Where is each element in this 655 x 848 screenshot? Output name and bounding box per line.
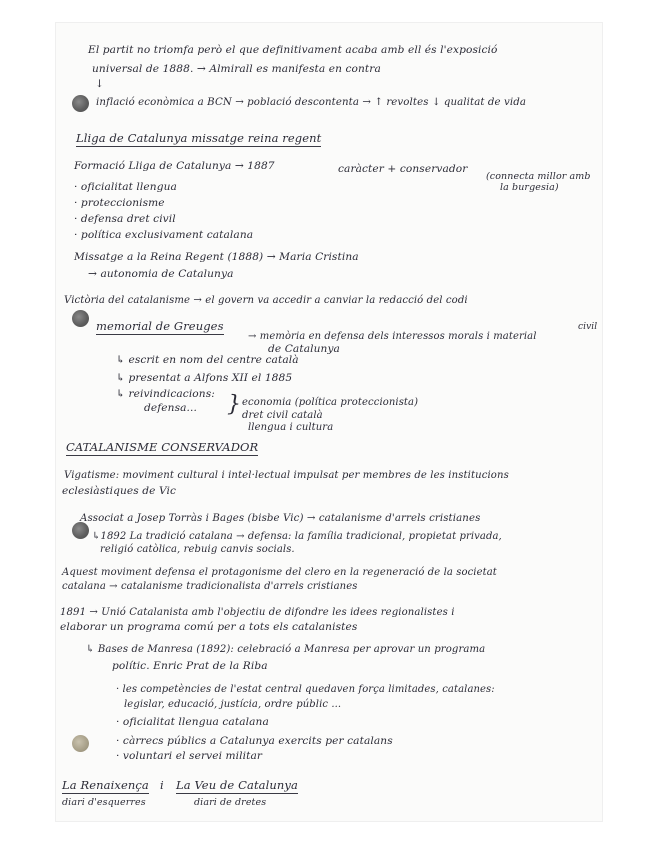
punch-hole-2 (72, 310, 89, 327)
note-line: universal de 1888. → Almirall es manifesta en contra (92, 63, 381, 75)
bullet-item: · les competències de l'estat central quedaven força limitades, catalanes: (116, 684, 495, 695)
note-line: llengua i cultura (248, 422, 334, 433)
footer-subtitle: diari d'esquerres (62, 797, 146, 808)
bullet-item: · oficialitat llengua catalana (116, 716, 269, 728)
footer-separator: i (160, 778, 164, 792)
note-line: ↳ escrit en nom del centre català (116, 354, 299, 366)
section-heading-catalanisme-conservador: CATALANISME CONSERVADOR (66, 440, 259, 454)
note-line: Formació Lliga de Catalunya → 1887 (74, 160, 275, 172)
note-line: civil (578, 322, 598, 332)
note-line: inflació econòmica a BCN → població descontenta → ↑ revoltes ↓ qualitat de vida (96, 97, 527, 108)
note-line: Missatge a la Reina Regent (1888) → Maria Cristina (74, 251, 359, 263)
note-line: → memòria en defensa dels interessos morals i material (248, 331, 537, 342)
note-line: (connecta millor amb (486, 171, 591, 182)
note-line: 1891 → Unió Catalanista amb l'objectiu de difondre les idees regionalistes i (60, 607, 455, 618)
footer-title-veu: La Veu de Catalunya (176, 778, 298, 792)
note-line: eclesiàstiques de Vic (62, 485, 177, 497)
section-heading-memorial: memorial de Greuges (96, 319, 224, 333)
bullet-item: · proteccionisme (74, 197, 165, 209)
note-line: religió catòlica, rebuig canvis socials. (100, 544, 295, 555)
punch-hole-4 (72, 735, 89, 752)
note-line: ↳1892 La tradició catalana → defensa: la família tradicional, propietat privada, (92, 531, 502, 542)
note-line: dret civil català (242, 410, 323, 421)
note-line: Aquest moviment defensa el protagonisme del clero en la regeneració de la societat (62, 567, 497, 578)
bullet-item: · càrrecs públics a Catalunya exercits per catalans (116, 735, 393, 747)
footer-subtitle: diari de dretes (194, 797, 267, 808)
note-line: la burgesia) (500, 182, 559, 193)
bullet-item: legislar, educació, justícia, ordre públic ... (124, 699, 342, 710)
note-line: caràcter + conservador (338, 163, 468, 175)
note-line: ↳ reivindicacions: (116, 388, 215, 400)
note-line: Victòria del catalanisme → el govern va accedir a canviar la redacció del codi (64, 295, 468, 306)
note-line: defensa... (144, 402, 197, 414)
note-line: ↳ presentat a Alfons XII el 1885 (116, 372, 293, 384)
bullet-item: · voluntari el servei militar (116, 750, 263, 762)
bullet-item: · política exclusivament catalana (74, 229, 254, 241)
bullet-item: · defensa dret civil (74, 213, 176, 225)
arrow-down: ↓ (95, 78, 104, 90)
curly-brace: } (227, 392, 241, 417)
note-line: Vigatisme: moviment cultural i intel·lectual impulsat per membres de les institucions (64, 470, 509, 481)
note-line: economia (política proteccionista) (242, 397, 419, 408)
note-line: El partit no triomfa però el que definitivament acaba amb ell és l'exposició (88, 44, 498, 56)
bullet-item: · oficialitat llengua (74, 181, 177, 193)
note-line: catalana → catalanisme tradicionalista d'arrels cristianes (62, 581, 358, 592)
note-line: Associat a Josep Torràs i Bages (bisbe Vic) → catalanisme d'arrels cristianes (80, 513, 481, 524)
punch-hole-1 (72, 95, 89, 112)
footer-title-renaixenca: La Renaixença (62, 778, 149, 792)
section-heading-lliga: Lliga de Catalunya missatge reina regent (76, 131, 322, 145)
note-line: polític. Enric Prat de la Riba (112, 660, 268, 672)
note-line: elaborar un programa comú per a tots els catalanistes (60, 621, 358, 633)
note-line: ↳ Bases de Manresa (1892): celebració a Manresa per aprovar un programa (86, 644, 486, 655)
note-line: de Catalunya (268, 343, 340, 355)
note-line: → autonomia de Catalunya (88, 268, 234, 280)
